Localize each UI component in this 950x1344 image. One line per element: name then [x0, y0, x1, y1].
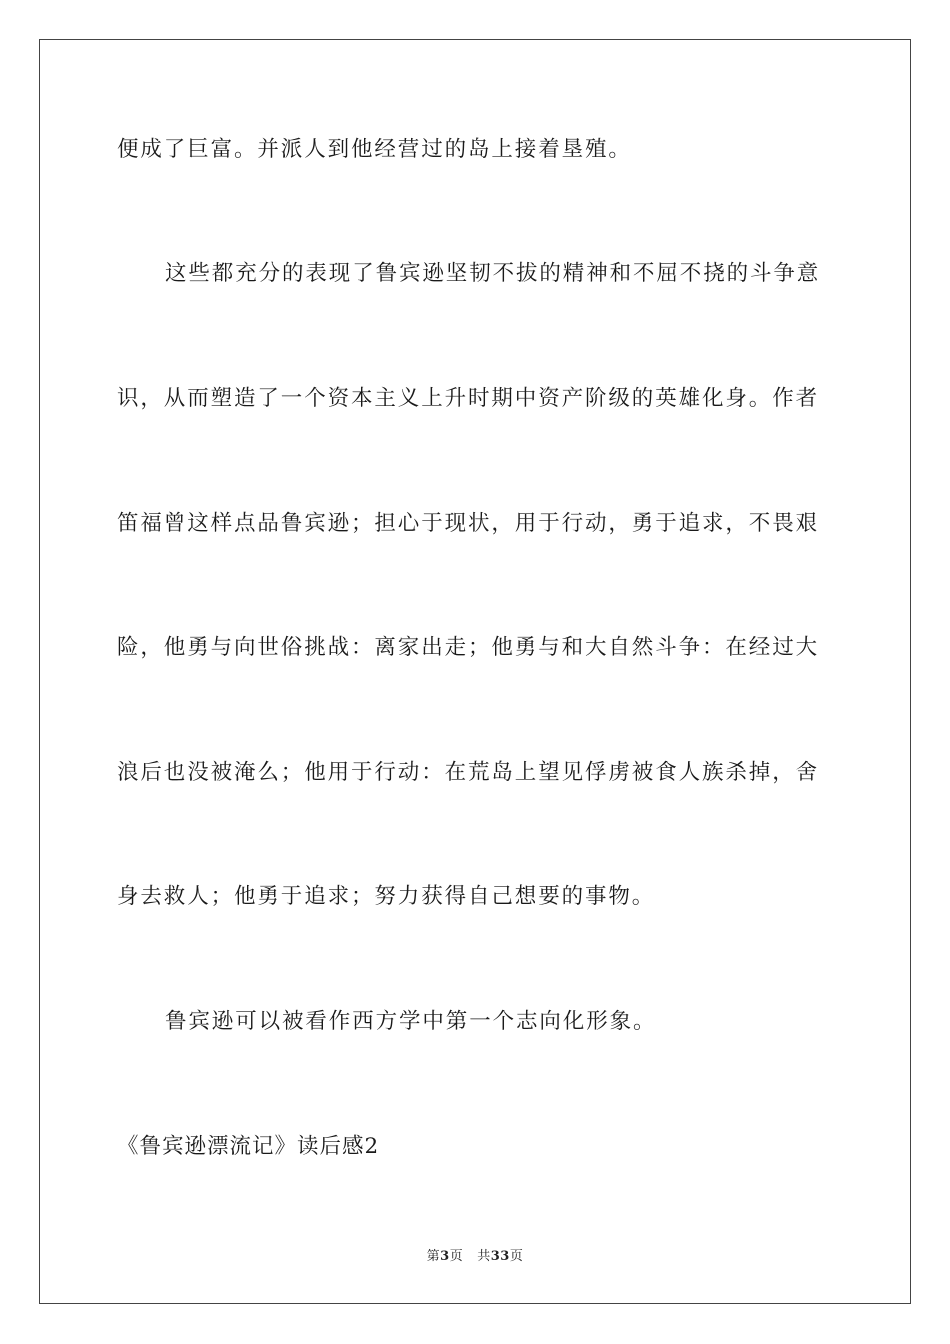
footer-total-prefix: 共 [477, 1249, 491, 1264]
page-footer [0, 1249, 950, 1265]
section-heading: 《鲁宾逊漂流记》读后感2 [117, 1134, 380, 1159]
paragraph-line-8: 鲁宾逊可以被看作西方学中第一个志向化形象。 [165, 1009, 657, 1034]
paragraph-line-1: 便成了巨富。并派人到他经营过的岛上接着垦殖。 [117, 137, 632, 162]
paragraph-line-4: 笛福曾这样点品鲁宾逊；担心于现状，用于行动，勇于追求，不畏艰 [117, 511, 820, 536]
paragraph-line-2: 这些都充分的表现了鲁宾逊坚韧不拔的精神和不屈不挠的斗争意 [165, 261, 821, 286]
paragraph-line-5: 险，他勇与向世俗挑战：离家出走；他勇与和大自然斗争：在经过大 [117, 635, 820, 660]
paragraph-line-7: 身去救人；他勇于追求；努力获得自己想要的事物。 [117, 884, 656, 909]
page-border [39, 39, 911, 1304]
footer-total-number: 33 [490, 1249, 510, 1264]
paragraph-line-3: 识，从而塑造了一个资本主义上升时期中资产阶级的英雄化身。作者 [117, 386, 820, 411]
footer-total-suffix: 页 [509, 1249, 524, 1264]
footer-page-suffix: 页 [449, 1249, 464, 1264]
paragraph-line-6: 浪后也没被淹么；他用于行动：在荒岛上望见俘虏被食人族杀掉，舍 [117, 760, 820, 785]
footer-page-number: 3 [440, 1249, 450, 1264]
footer-page-prefix: 第 [426, 1249, 441, 1264]
